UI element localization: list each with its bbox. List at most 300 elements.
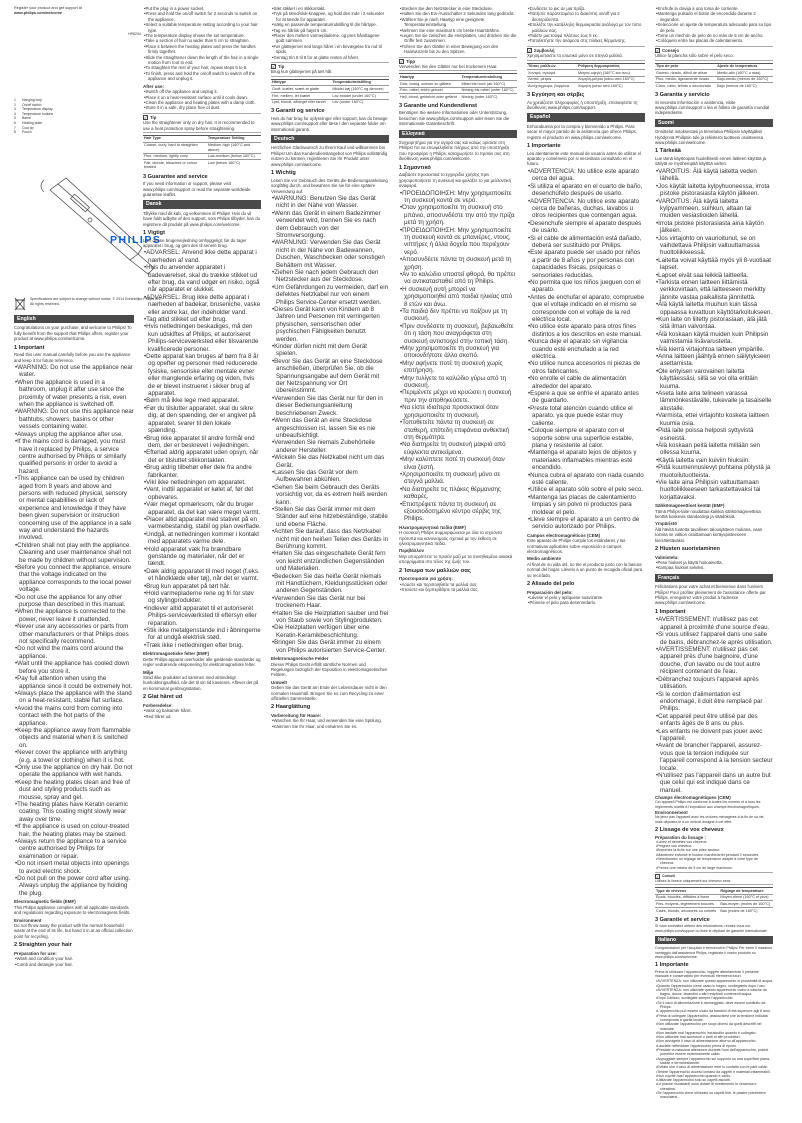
- emf-text-da: Dette Philips-apparat overholder alle gældende standarder og regler vedrørende eksponering for elektromagnetiske felter.: [143, 656, 261, 668]
- list-item: • The temperature display shows the set temperature.: [143, 33, 261, 38]
- list-item: • Χτενίστε και ξεμπερδέψτε τα μαλλιά σας.: [399, 587, 517, 592]
- list-item: • Quando l'apparecchio viene usato in bagno, scollegatelo dopo l'uso.: [655, 984, 773, 988]
- tip-box-da: [271, 62, 389, 77]
- list-item: • AVERTISSEMENT: n'utilisez pas cet appareil près d'une baignoire, d'une douche, d'un lavabo ou de tout autre récipient contenant de l'eau.: [655, 646, 773, 676]
- list-item: • Mantenga el aparato lejos de objetos y materiales inflamables mientras esté encendido.: [527, 449, 645, 471]
- list-item: • Sélectionnez un réglage de température adapté à votre type de cheveux.: [655, 857, 773, 866]
- lang-heading-deutsch: Deutsch: [271, 135, 389, 143]
- list-item: • Tryk på tænd/sluk-knappen, og hold den inde i 2 sekunder for at tænde for apparatet.: [271, 11, 389, 22]
- list-item: • Store it in a safe, dry place free of dust.: [143, 105, 261, 110]
- list-item: • Placer den mellem varmepladerne, og pres håndtagene godt sammen.: [271, 33, 389, 44]
- tip-title: Tip: [150, 114, 157, 120]
- table-cell: Épais, bouclés, difficiles à lisser: [655, 894, 719, 901]
- philips-logo: PHILIPS: [110, 234, 162, 246]
- list-item: • Le piastre riscaldanti sono dotate di rivestimento in ceramica e cheratina.: [655, 1082, 773, 1091]
- table-row: [271, 99, 389, 105]
- warning-list: [14, 364, 134, 897]
- list-item: • N'utilisez pas l'appareil dans un autre but que celui qui est indiqué dans ce manuel.: [655, 772, 773, 794]
- list-item: • Stik ikke metalgenstande ind i åbningerne for at undgå elektrisk stød.: [143, 627, 261, 642]
- list-item: • Place it between the heating plates and press the handles firmly together.: [143, 44, 261, 55]
- section-guarantee-fr: 3 Garantie et service: [655, 916, 710, 923]
- table-header-cell: Type de cheveux: [655, 888, 719, 895]
- table-header-row: [655, 888, 773, 895]
- part-label: Cool tip: [22, 125, 34, 130]
- list-item: • Bedecken Sie das heiße Gerät niemals mit Handtüchern, Kleidungsstücken oder anderen Gegenständen.: [271, 573, 389, 595]
- list-item: • Si utiliza el aparato en el cuarto de baño, desenchúfelo después de usarlo.: [527, 183, 645, 198]
- list-item: • Verwenden Sie niemals Zubehörteile anderer Hersteller.: [271, 439, 389, 454]
- list-item: • Älä käytä laitetta muuhun kuin tässä oppaassa kuvattuun käyttötarkoitukseen.: [655, 301, 773, 316]
- list-item: • Tarkista ennen laitteen liittämistä verkkovirtaan, että laitteeseen merkitty jännite vastaa paikallista jännitettä.: [655, 279, 773, 301]
- list-item: • Nunca cubra el aparato con nada cuando esté caliente.: [527, 472, 645, 487]
- list-item: • Kun laite on liitetty pistorasiaan, älä jätä sitä ilman valvontaa.: [655, 316, 773, 331]
- tip-box-es: [655, 46, 773, 61]
- list-item: • Μην χρησιμοποιείτε τη συσκευή για οποιονδήποτε άλλο σκοπό.: [399, 345, 517, 360]
- section-guarantee-el: 3 Εγγύηση και σέρβις: [527, 92, 585, 99]
- list-item: • Si vous utilisez l'appareil dans une salle de bains, débranchez-le après utilisation.: [655, 631, 773, 646]
- list-item: • Die Heizplatten verfügen über eine Keratin-Keramikbeschichtung.: [271, 624, 389, 639]
- list-item: • No enrolle el cable de alimentación alrededor del aparato.: [527, 375, 645, 390]
- list-item: • When the appliance is connected to the power, never leave it unattended.: [14, 608, 134, 623]
- lang-heading-espanol: Español: [527, 113, 645, 121]
- table-cell: Fino, medio, ligeramente rizado: [655, 76, 716, 83]
- section-intro: Read this user manual carefully before you use the appliance and keep it for future reference.: [14, 352, 131, 363]
- env-title-da: Miljø: [143, 669, 154, 675]
- list-item: • Avoid the mains cord from coming into contact with the hot parts of the appliance.: [14, 705, 134, 727]
- prep-title-fr: Préparation du lissage :: [655, 834, 707, 840]
- list-item: • Stecken Sie den Netzstecker in eine Steckdose.: [399, 6, 517, 11]
- table-cell: Fair, blonde, bleached or colour treated: [143, 160, 207, 171]
- table-cell: Medium-high (160°C and above): [207, 142, 261, 153]
- temperature-table-da: [271, 79, 389, 105]
- list-item: • Si el cable de alimentación está dañado, deberá ser sustituido por Philips.: [527, 235, 645, 250]
- table-header-cell: Ρύθμιση θερμοκρασίας: [577, 63, 645, 70]
- list-item: • Nehmen Sie eine maximal 5 cm breite Haarsträhne.: [399, 28, 517, 33]
- list-item: • Se l'apparecchio viene utilizzato su capelli tinti, le piastre potrebbero macchiarsi.: [655, 1091, 773, 1100]
- part-label: Heating plate: [22, 120, 42, 125]
- list-item: • Børn må ikke lege med apparatet.: [143, 397, 261, 404]
- list-item: • Kinder dürfen nicht mit dem Gerät spielen.: [271, 343, 389, 358]
- column-3: [271, 6, 389, 729]
- list-item: • Pidä laite poissa helposti syttyvistä esineistä.: [655, 427, 773, 442]
- warning-list-da: [143, 249, 261, 649]
- tip-title-el: Συμβουλή: [534, 47, 555, 53]
- list-item: • Do not pull on the power cord after using. Always unplug the appliance by holding the plug.: [14, 875, 134, 897]
- website-link[interactable]: www.philips.com/welcome: [14, 11, 62, 15]
- list-item: • Τα παιδιά δεν πρέπει να παίζουν με τη συσκευή.: [399, 308, 517, 323]
- list-item: • Hvis du anvender apparatet i badeværelset, skal du trække stikket ud efter brug, da vand udgør en risiko, også når apparatet er slukket.: [143, 264, 261, 294]
- list-item: • Αποσυνδέετε πάντα τη συσκευή μετά τη χρήση.: [399, 256, 517, 271]
- list-item: • Führen Sie den Glätter in einer Bewegung von den Haarwurzeln bis zu den Spitzen.: [399, 44, 517, 55]
- section-intro-it: Prima di utilizzare l'apparecchio, leggete attentamente il presente manuale e conservatelo per eventuali riferimenti futuri.: [655, 969, 759, 978]
- section-important-es: 1 Importante: [527, 143, 561, 150]
- list-item: • Mantenga pulsado el botón de encendido durante 2 segundos.: [655, 11, 773, 22]
- list-item: • Enchufe la clavija a una toma de corriente.: [655, 6, 773, 11]
- list-item: • Ole erityisen varovainen laitetta käyttäessäsi, sillä se voi olla erittäin kuuma.: [655, 368, 773, 390]
- table-cell: Fint, mellem, let krøllet: [271, 93, 331, 100]
- table-row: [655, 908, 773, 914]
- list-item: • Espere a que se enfríe el aparato antes de guardarlo.: [527, 390, 645, 405]
- list-item: • Take a section of hair no wider than 5 cm to straighten.: [143, 38, 261, 43]
- list-item: • Never cover the appliance with anything (e.g. a towel or clothing) when it is hot.: [14, 749, 134, 764]
- list-item: • ADVERTENCIA: No utilice este aparato cerca del agua.: [527, 168, 645, 183]
- table-cell: Χαμηλή (κάτω από 160°C): [577, 83, 645, 89]
- tip-text-da: Brug kun glattejernet på tørt hår.: [271, 69, 333, 75]
- list-item: • Dæk aldrig apparatet til med noget (f.eks. et håndklæde eller tøj), når det er varmt.: [143, 568, 261, 583]
- list-item: • Älä koskaan käytä muiden kuin Philipsin valmistamia lisävarusteita.: [655, 331, 773, 346]
- table-cell: Groft, krøllet, svært at glatte: [271, 86, 331, 93]
- parts-list: [14, 98, 126, 135]
- list-item: • Put the plug in a power socket.: [143, 6, 261, 11]
- table-cell: Λεπτά, μέτρια: [527, 76, 577, 83]
- emf-text-es: Este aparato de Philips cumple los estándares y las normativas aplicables sobre exposición a campos electromagnéticos.: [527, 538, 626, 554]
- list-item: • To finish, press and hold the on/off switch to switch off the appliance and unplug it.: [143, 71, 261, 82]
- emf-title-es: Campos electromagnéticos (CEM): [527, 532, 601, 538]
- list-item: • Waschen Sie Ihr Haar, und verwenden Sie eine Spülung.: [271, 718, 389, 723]
- list-item: • ADVARSEL: Brug ikke dette apparat i nærheden af badekar, bruseniche, vaske eller andre kar, der indeholder vand.: [143, 294, 261, 316]
- list-item: • Mantenga las placas de calentamiento limpias y sin polvo ni productos para moldear el pelo.: [527, 494, 645, 516]
- list-item: • Do not insert metal objects into openings to avoid electric shock.: [14, 860, 134, 875]
- list-item: • Comb and detangle your hair.: [14, 962, 134, 967]
- emf-title: Electromagnetic fields (EMF): [14, 899, 76, 905]
- list-item: • ADVARSEL: Anvend ikke dette apparat i nærheden af vand.: [143, 249, 261, 264]
- list-item: • Prestate la massima attenzione durante l'uso dell'apparecchio, poiché potrebbe essere estremamente caldo.: [655, 1048, 773, 1057]
- list-item: • Vask og balsamér håret.: [143, 708, 261, 713]
- list-item: • Utilizzate l'apparecchio solo su capelli asciutti.: [655, 1078, 773, 1082]
- table-header-cell: Temperature Setting: [207, 135, 261, 142]
- table-header-cell: Temperatureinstellung: [461, 74, 517, 81]
- env-text-da: Smid ikke produktet ud sammen med almindeligt husholdningsaffald, når det til sin tid kasseres. Aflever det på en kommunal genbrugsstation.: [143, 674, 259, 691]
- list-item: • Verwenden Sie das Gerät nur bei trockenem Haar.: [271, 595, 389, 610]
- emf-title-da: Elektromagnetiske felter (EMF): [143, 651, 210, 657]
- section-straighten-de: 2 Haarglättung: [271, 704, 311, 711]
- list-item: • ADVERTENCIA: No utilice este aparato cerca de bañeras, duchas, lavabos u otros recipientes que contengan agua.: [527, 198, 645, 220]
- env-title: Environment: [14, 917, 42, 923]
- list-item: • Μην αφήνετε ποτέ τη συσκευή χωρίς επιτήρηση.: [399, 360, 517, 375]
- list-item: • Seleccione un ajuste de temperatura adecuado para su tipo de pelo.: [655, 22, 773, 33]
- list-item: • Lassen Sie das Gerät vor dem Aufbewahren abkühlen.: [271, 469, 389, 484]
- section-important: 1 Important: [14, 344, 45, 351]
- warning-list-es: [527, 168, 645, 531]
- section-guarantee-de: 3 Garantie und Kundendienst: [399, 102, 478, 109]
- copyright-text: Specifications are subject to change without notice. © 2014 Koninklijke Philips N.V. All rights reserved.: [30, 297, 162, 306]
- table-row: [399, 87, 517, 94]
- list-item: • Dette apparat kan bruges af børn fra 8 år og opefter og personer med reducerede fysiske, sensoriske eller mentale evner eller manglende erfaring og viden, hvis de er blevet instrueret i sikker brug af apparatet.: [143, 353, 261, 397]
- section-straighten-fi: 2 Hiusten suoristaminen: [655, 546, 720, 552]
- list-item: • Älä koskaan peitä laitetta millään sen ollessa kuuma.: [655, 442, 773, 457]
- list-item: • Wählen Sie je nach Haartyp eine geeignete Temperatureinstellung.: [399, 17, 517, 28]
- recycle-note: [14, 297, 164, 311]
- list-item: • Preste total atención cuando utilice el aparato, ya que puede estar muy caliente.: [527, 405, 645, 427]
- section-important-fr: 1 Important: [655, 608, 686, 615]
- prep-title-es: Preparación del pelo:: [527, 589, 573, 595]
- list-item: • Evitate che il cavo di alimentazione entri in contatto con le parti calde.: [655, 1065, 773, 1069]
- after-use-list: [143, 89, 261, 111]
- section-intro-de: Lesen Sie vor Gebrauch des Geräts die Bedienungsanleitung sorgfältig durch, und bewahren Sie sie für eine spätere Verwendung auf.: [271, 177, 388, 194]
- list-item: • Gentag trin 5 til 8 for at glatte resten af håret.: [271, 55, 389, 60]
- list-item: • Μην καλύπτετε ποτέ τη συσκευή όταν είναι ζεστή.: [399, 456, 517, 471]
- list-item: • Se il cavo di alimentazione è danneggiato, deve essere sostituito da Philips.: [655, 1001, 773, 1010]
- section-straighten-fr: 2 Lissage de vos cheveux: [655, 826, 724, 833]
- table-cell: Clairs, blonds, décolorés ou colorés: [655, 908, 719, 914]
- table-cell: Χοντρά, σγουρά: [527, 70, 577, 77]
- table-header-cell: Temperaturindstilling: [331, 79, 389, 86]
- list-item: • This appliance can be used by children aged from 8 years and above and persons with reduced physical, sensory or mental capabilities or lack of experience and knowledge if they have been given supervision or instruction concerning use of the appliance in a safe way and understand the hazards involved.: [14, 475, 134, 542]
- guarantee-text-da: Hvis du har brug for oplysninger eller support, kan du besøge www.philips.com/support eller læse i den separate folder om international garanti.: [271, 115, 388, 132]
- table-cell: Bajo-medio (menos de 160°C): [716, 76, 773, 83]
- list-item: • Hvis netledningen beskadiges, må den kun udskiftes af Philips, et autoriseret Philips-serviceværksted eller tilsvarende kvalificerede personer.: [143, 323, 261, 353]
- list-item: • Verwenden Sie das Gerät nur für den in dieser Bedienungsanleitung beschriebenen Zweck.: [271, 395, 389, 417]
- env-title-el: Περιβάλλον: [399, 548, 425, 554]
- prep-list-de: [271, 718, 389, 729]
- list-item: • If the mains cord is damaged, you must have it replaced by Philips, a service centre authorised by Philips or similarly qualified persons in order to avoid a hazard.: [14, 438, 134, 475]
- table-row: [399, 81, 517, 88]
- check-icon: ✓: [656, 48, 660, 54]
- table-cell: Hell, blond, gebleicht oder gefärbt: [399, 94, 461, 100]
- list-item: • Bringen Sie das Gerät immer zu einem von Philips autorisierten Service-Center.: [271, 639, 389, 654]
- env-text: Do not throw away the product with the normal household waste at the end of its life, but hand it in at an official collection point for recycling.: [14, 922, 133, 939]
- part-label: On/off switch: [22, 102, 42, 107]
- table-cell: Bas (moins de 160°C): [719, 908, 773, 914]
- table-cell: Ανοιχτόχρωμα, βαμμένα: [527, 83, 577, 89]
- column-2: [143, 6, 261, 719]
- tip-text-es: Utilice la plancha sólo sobre el pelo seco.: [655, 53, 734, 59]
- part-label: Temperature display: [22, 107, 53, 112]
- table-row: [143, 160, 261, 171]
- list-item: • Jos virtajohto on vaurioitunut, se on vaihdettava Philipsin valtuuttamassa huoltoliikkeessä.: [655, 235, 773, 257]
- intro-text-es: Enhorabuena por la compra y bienvenido a Philips. Para sacar el mayor partido de la asistencia que ofrece Philips, registre el producto en www.philips.com/welcome.: [527, 123, 637, 140]
- section-guarantee-es: 3 Garantía y servicio: [655, 92, 710, 99]
- step-list-da: [271, 6, 389, 60]
- section-intro-es: Lea atentamente este manual de usuario antes de utilizar el aparato y consérvelo por si necesitara consultarlo en el futuro.: [527, 150, 641, 167]
- table-cell: Low (below 160°C): [207, 160, 261, 171]
- part-label: Barrel: [22, 116, 32, 121]
- list-item: • Slide the straightener down the length of the hair in a single motion from root to end.: [143, 55, 261, 66]
- check-icon: ✓: [528, 48, 532, 54]
- list-item: • Περιμένετε μέχρι να κρυώσει η συσκευή πριν την αποθηκεύσετε.: [399, 389, 517, 404]
- list-item: • Træk ikke i netledningen efter brug.: [143, 642, 261, 649]
- env-title-fi: Ympäristö: [655, 521, 678, 527]
- table-cell: Χαμηλή-μέτρια (κάτω από 160°C): [577, 76, 645, 83]
- warning-list-de: [271, 195, 389, 654]
- list-item: • Avant de brancher l'appareil, assurez-vous que la tension indiquée sur l'appareil correspond à la tension secteur locale.: [655, 742, 773, 772]
- check-icon: ✓: [400, 58, 404, 64]
- list-item: • Indlever altid apparatet til et autoriseret Philips-serviceværksted til eftersyn eller reparation.: [143, 605, 261, 627]
- table-row: [271, 93, 389, 100]
- table-row: [527, 83, 645, 89]
- list-item: • Πιάστε μια τούφα πλάτους έως 5 εκ.: [527, 33, 645, 38]
- emf-text: This Philips appliance complies with all applicable standards and regulations regarding exposure to electromagnetic fields.: [14, 904, 131, 916]
- tip-text: Use the straightener only on dry hair. It is recommended to use a heat protection spray before straightening.: [143, 120, 255, 131]
- tip-title-es: Consejo: [662, 47, 679, 53]
- table-header-row: [271, 79, 389, 86]
- table-header-cell: Hair Type: [143, 135, 207, 142]
- prep-list: [14, 956, 134, 967]
- section-important-it: 1 Importante: [655, 962, 689, 969]
- table-header-cell: Haartyp: [399, 74, 461, 81]
- part-number: 6: [14, 120, 16, 125]
- list-item: • Este aparato puede ser usado por niños a partir de 8 años y por personas con capacidades físicas, psíquicas o sensoriales reducidas.: [527, 249, 645, 279]
- list-item: • Τοποθετείτε πάντα τη συσκευή σε σταθερή, επίπεδη επιφάνεια ανθεκτική στη θερμότητα.: [399, 419, 517, 441]
- list-item: • Wash and condition your hair.: [14, 956, 134, 961]
- table-cell: Fins, moyens, légèrement bouclés: [655, 901, 719, 908]
- list-item: • VAROITUS: Älä käytä laitetta kylpyammeen, suihkun, altaan tai muiden vesiastioiden lähellä.: [655, 198, 773, 220]
- list-item: • AVVERTENZA: non utilizzate questo apparecchio vicino a vasche da bagno, docce, lavandini o altri recipienti contenenti acqua.: [655, 988, 773, 997]
- list-item: • Si le cordon d'alimentation est endommagé, il doit être remplacé par Philips.: [655, 691, 773, 713]
- intro-text-fi: Onnittelut ostoksestasi ja tervetuloa Philipsin käyttäjäksi! Hyödynnä Philipsin tuki ja rekisteröi tuotteesi osoitteessa www.philips.com/welcome.: [655, 129, 763, 146]
- list-item: • Jos käytät laitetta kylpyhuoneessa, irrota pistoke pistorasiasta käytön jälkeen.: [655, 183, 773, 198]
- part-number: 5: [14, 116, 16, 121]
- prep-title-fi: Valmistelu:: [655, 554, 679, 560]
- list-item: • Vie laite aina Philipsin valtuuttamaan huoltoliikkeeseen tarkastettavaksi tai korjattavaksi.: [655, 479, 773, 501]
- list-item: • VAROITUS: Älä käytä laitetta veden lähellä.: [655, 168, 773, 183]
- lang-heading-suomi: Suomi: [655, 119, 773, 127]
- table-header-row: [655, 63, 773, 70]
- list-item: • Πατήστε παρατεταμένα το διακόπτη on/off για 2 δευτερόλεπτα.: [527, 11, 645, 22]
- part-number: 7: [14, 125, 16, 130]
- list-item: • Antes de enchufar el aparato, compruebe que el voltaje indicado en el mismo se corresponde con el voltaje de la red eléctrica local.: [527, 294, 645, 324]
- table-cell: Lav-middel (under 160°C): [331, 93, 389, 100]
- column-4: [399, 6, 517, 592]
- table-header-cell: Réglage de température: [719, 888, 773, 895]
- list-item: • Lapset eivät saa leikkiä laitteella.: [655, 272, 773, 279]
- env-text-el: Μην απορρίπτετε το προϊόν μαζί με τα συνηθισμένα οικιακά απορρίμματα στο τέλος της ζωής του.: [399, 553, 513, 565]
- list-item: • Never use any accessories or parts from other manufacturers or that Philips does not specifically recommend.: [14, 623, 134, 645]
- list-item: • Brug kun apparatet på tørt hår.: [143, 583, 261, 590]
- list-item: • Tag altid stikket ud efter brug.: [143, 316, 261, 323]
- list-item: • Red håret ud.: [143, 714, 261, 719]
- guarantee-text-de: Benötigen Sie weitere Informationen oder Unterstützung, besuchen Sie www.philips.com/support oder lesen Sie die internationale Garantieschrift.: [399, 110, 510, 127]
- list-item: • The heating plates have Keratin ceramic coating. This coating might slowly wear away over time.: [14, 801, 134, 823]
- list-item: • Efterlad aldrig apparatet uden opsyn, når det er tilsluttet stikkontakten.: [143, 449, 261, 464]
- emf-title-fi: Sähkömagneettiset kentät (EMF): [655, 503, 725, 509]
- list-item: • WARNUNG: Benutzen Sie das Gerät nicht in der Nähe von Wasser.: [271, 195, 389, 210]
- check-icon: ✓: [272, 64, 276, 70]
- section-straighten-da: 2 Glat håret ud: [143, 694, 183, 701]
- list-item: • Appoggiate sempre l'apparecchio sul supporto su una superficie piana, stabile e termoresistente.: [655, 1057, 773, 1066]
- list-item: • Sæt stikket i en stikkontakt.: [271, 6, 389, 11]
- list-item: • Stellen Sie das Gerät immer mit dem Ständer auf eine hitzebeständige, stabile und ebene Fläche.: [271, 506, 389, 528]
- list-item: • Irrota pistoke pistorasiasta aina käytön jälkeen.: [655, 220, 773, 235]
- list-item: • Hold varmepladerne rene og fri for støv og stylingprodukter.: [143, 590, 261, 605]
- prep-title-de: Vorbereitung für Haare:: [271, 712, 322, 718]
- list-item: • Älä kierrä virtajohtoa laitteen ympärille.: [655, 346, 773, 353]
- env-title-de: Umwelt: [271, 679, 288, 685]
- part-label: Hanging loop: [22, 98, 42, 102]
- list-item: • Λούστε και περιποιηθείτε τα μαλλιά σας.: [399, 582, 517, 587]
- tip-text-fr: Utilisez le lisseur uniquement sur cheveux secs.: [655, 878, 732, 883]
- french-italian-section: [655, 796, 773, 1099]
- intro-text: Congratulations on your purchase, and welcome to Philips! To fully benefit from the support that Philips offers, register your product at www.philips.com/welcome.: [14, 325, 132, 342]
- tip-box: [143, 113, 261, 133]
- warning-list-fi: [655, 168, 773, 501]
- list-item: • Όταν χρησιμοποιείτε τη συσκευή στο μπάνιο, αποσυνδέστε την από την πρίζα μετά τη χρήση.: [399, 204, 517, 226]
- emf-text-de: Dieses Philips Gerät erfüllt sämtliche Normen und Regelungen bezüglich der Exposition in elektromagnetischen Feldern.: [271, 661, 388, 678]
- list-item: • Επιλέξτε την κατάλληλη θερμοκρασία ανάλογα με τον τύπο μαλλιών σας.: [527, 22, 645, 33]
- emf-title-el: Ηλεκτρομαγνητικά πεδία (EMF): [399, 524, 466, 530]
- prep-list-fi: [655, 560, 773, 571]
- list-item: • When the appliance is used in a bathroom, unplug it after use since the proximity of water presents a risk, even when the appliance is switched off.: [14, 379, 134, 409]
- env-text-fi: Älä hävitä tuotetta tavallisen talousjätteen mukana, vaan toimita se valtion osoittamaan keräyspisteeseen kierrätettäväksi.: [655, 526, 763, 543]
- list-item: • Débranchez toujours l'appareil après utilisation.: [655, 676, 773, 691]
- list-item: • WARNING: Do not use the appliance near water.: [14, 364, 134, 379]
- list-item: • Να είστε ιδιαίτερα προσεκτικοί όταν χρησιμοποιείτε τη συσκευή.: [399, 404, 517, 419]
- list-item: • Non utilizzate mai accessori o parti di altri produttori.: [655, 1035, 773, 1039]
- table-header-row: [399, 74, 517, 81]
- table-row: [399, 94, 517, 100]
- list-item: • Vent, indtil apparatet er kølet af, før det opbevares.: [143, 486, 261, 501]
- list-item: • No utilice nunca accesorios ni piezas de otros fabricantes.: [527, 360, 645, 375]
- temperature-table-el: [527, 63, 645, 89]
- list-item: • Ziehen Sie nach jedem Gebrauch den Netzstecker aus der Steckdose.: [271, 269, 389, 284]
- tip-box-fr: [655, 872, 773, 885]
- list-item: • Press and hold the on/off switch for 2 seconds to switch on the appliance.: [143, 11, 261, 22]
- list-item: • Always place the appliance with the stand on a heat-resistant, stable flat surface.: [14, 690, 134, 705]
- env-text-es: Al final de su vida útil, no tire el producto junto con la basura normal del hogar. Llévelo a un punto de recogida oficial para su reciclado.: [527, 561, 643, 578]
- section-straighten: 2 Straighten your hair: [14, 942, 72, 949]
- list-item: • Vikl ikke netledningen om apparatet.: [143, 479, 261, 486]
- table-cell: Niedrig (unter 160°C): [461, 94, 517, 100]
- column-5: [527, 6, 645, 606]
- guarantee-text-el: Αν χρειάζεστε πληροφορίες ή υποστήριξη, επισκεφτείτε τη διεύθυνση www.philips.com/support.: [527, 99, 638, 111]
- table-row: [655, 70, 773, 77]
- warning-list-fr: [655, 616, 773, 794]
- guarantee-text-fr: Si vous souhaitez obtenir des informations, rendez-vous sur www.philips.com/support ou lisez le dépliant de garantie internationale.: [655, 924, 768, 933]
- section-straighten-es: 2 Alisado del pelo: [527, 581, 575, 588]
- list-item: • Non avvolgete il cavo di alimentazione attorno all'apparecchio.: [655, 1039, 773, 1043]
- emf-text-el: Η συσκευή Philips συμμορφώνεται με όλα τα ισχύοντα πρότυπα και κανονισμούς σχετικά με την έκθεση σε ηλεκτρομαγνητικά πεδία.: [399, 530, 502, 546]
- list-item: • Do not use the appliance for any other purpose than described in this manual.: [14, 594, 134, 609]
- check-icon: ✓: [144, 114, 148, 120]
- list-item: • Vær meget opmærksom, når du bruger apparatet, da det kan være meget varmt.: [143, 501, 261, 516]
- list-item: • Gehen Sie beim Gebrauch des Geräts vorsichtig vor, da es extrem heiß werden kann.: [271, 484, 389, 506]
- list-item: • Placer altid apparatet med stativet på en varmebestandig, stabil og plan overflade.: [143, 516, 261, 531]
- list-item: • WARNUNG: Verwenden Sie das Gerät nicht in der Nähe von Badewannen, Duschen, Waschbecken oder sonstigen Behältern mit Wasser.: [271, 239, 389, 269]
- list-item: • Peignez vos cheveux.: [655, 844, 773, 848]
- table-cell: Fine, medium, lightly curly: [143, 153, 207, 160]
- prep-title: Preparation for use:: [14, 950, 57, 956]
- list-item: • Cet appareil peut être utilisé par des enfants âgés de 8 ans ou plus.: [655, 713, 773, 728]
- tip-title-fr: Conseil: [662, 874, 675, 879]
- list-item: • Η συσκευή αυτή μπορεί να χρησιμοποιηθεί από παιδιά ηλικίας από 8 ετών και άνω.: [399, 286, 517, 308]
- part-label: Pouch: [22, 130, 32, 135]
- list-item: • Branchez la fiche sur une prise secteur.: [655, 848, 773, 852]
- list-item: • If the appliance is used on colour-treated hair, the heating plates may be stained.: [14, 823, 134, 838]
- list-item: • Select a suitable temperature setting according to your hair type.: [143, 22, 261, 33]
- prep-title-el: Προετοιμασία για χρήση:: [399, 576, 453, 582]
- list-item: • Coloque siempre el aparato con el soporte sobre una superficie estable, plana y resistente al calor.: [527, 427, 645, 449]
- list-item: • Aseta laite aina telineen varassa lämmönkestävälle, tukevalle ja tasaiselle alustalle.: [655, 390, 773, 412]
- list-item: • L'apparecchio può essere usato da bambini di età superiore agli 8 anni.: [655, 1009, 773, 1013]
- emf-title-de: Elektromagnetische Felder: [271, 656, 329, 662]
- list-item: • Achten Sie darauf, dass das Netzkabel nicht mit den heißen Teilen des Geräts in Berührung kommt.: [271, 528, 389, 550]
- table-row: [527, 76, 645, 83]
- list-item: • Péinese el pelo para desenredarlo.: [527, 600, 645, 605]
- list-item: • To straighten the rest of your hair, repeat steps 5 to 8.: [143, 65, 261, 70]
- list-item: • Τοποθετήστε την ανάμεσα στις πλάκες θέρμανσης.: [527, 38, 645, 43]
- list-item: • Anna laitteen jäähtyä ennen säilytykseen asettamista.: [655, 353, 773, 368]
- table-row: [655, 894, 773, 901]
- list-item: • Keep the appliance away from flammable objects and material when it is switched on.: [14, 727, 134, 749]
- table-cell: Coarse, curly, hard to straighten: [143, 142, 207, 153]
- table-cell: Fein, mittel, leicht gelockt: [399, 87, 461, 94]
- list-item: • Pay full attention when using the appliance since it could be extremely hot.: [14, 675, 134, 690]
- list-item: • Les enfants ne doivent pas jouer avec l'appareil.: [655, 728, 773, 743]
- env-title-fr: Environnement: [655, 810, 688, 816]
- list-item: • Να διατηρείτε τις πλάκες θέρμανσης καθαρές.: [399, 486, 517, 501]
- lang-heading-english: English: [14, 315, 134, 323]
- list-item: • Dieses Gerät kann von Kindern ab 8 Jahren und Personen mit verringerten physischen, sensorischen oder psychischen Fähigkeiten benutzt werden.: [271, 306, 389, 343]
- emf-text-fi: Tämä Philips-laite noudattaa kaikkia sähkömagneettisia kenttiä koskevia standardeja ja säädöksiä.: [655, 508, 761, 519]
